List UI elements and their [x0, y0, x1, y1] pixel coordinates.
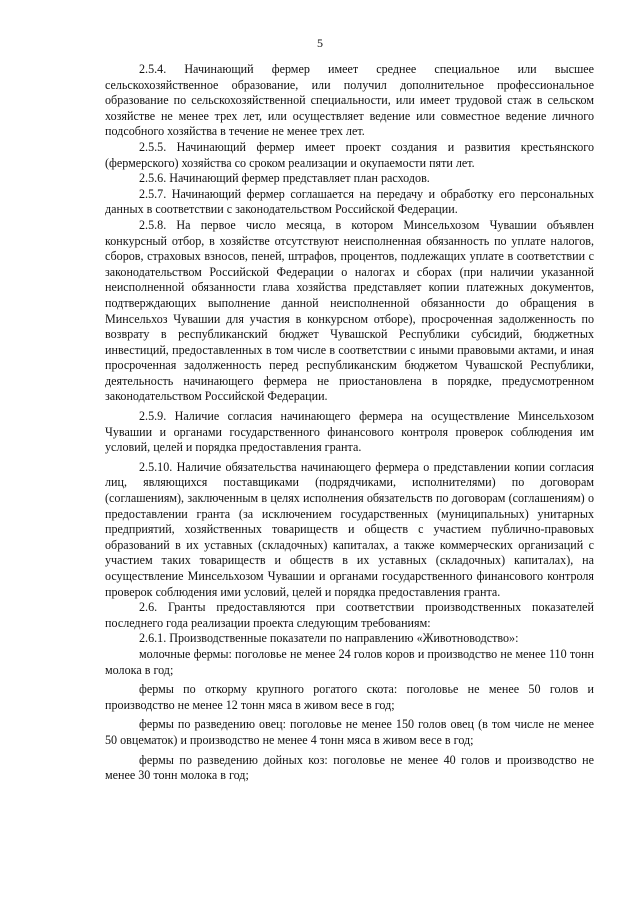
- clause-2-6-1: 2.6.1. Производственные показатели по направлению «Животноводство»:: [139, 631, 519, 646]
- clause-2-5-7: 2.5.7. Начинающий фермер соглашается на передачу и обработку его персональных данных в соответствии с законодательством Российской Федерации.: [105, 186, 594, 217]
- clause-2-5-8: 2.5.8. На первое число месяца, в котором Минсельхозом Чувашии объявлен конкурсный отбор, в хозяйстве отсутствуют неисполненная обязанность по уплате налогов, сборов, страховых взносов, пеней, штрафов, процентов, подлежащих уплате в соответствии с законодательством Российской Федерации о налогах и сборах (при наличии указанной неисполненной обязанности глава хозяйства представляет копии платежных документов, подтверждающих выполнение данной неисполненной обязанности до обращения в Минсельхоз Чувашии для участия в конкурсном отборе), просроченная задолженность по возврату в республиканский бюджет Чувашской Республики субсидий, бюджетных инвестиций, предоставленных в том числе в соответствии с иными правовыми актами, и иная просроченная задолженность перед республиканским бюджетом Чувашской Республики, деятельность начинающего фермера не приостановлена в порядке, предусмотренном законодательством Российской Федерации.: [105, 217, 594, 404]
- clause-2-5-9: 2.5.9. Наличие согласия начинающего фермера на осуществление Минсельхозом Чувашии и органами государственного финансового контроля проверок соблюдения им условий, целей и порядка предоставления гранта.: [105, 409, 594, 455]
- clause-2-6: 2.6. Гранты предоставляются при соответствии производственных показателей последнего года реализации проекта следующим требованиям:: [105, 600, 594, 630]
- dairy-farms-item: молочные фермы: поголовье не менее 24 голов коров и производство не менее 110 тонн молока в год;: [105, 646, 594, 677]
- clause-2-5-6: 2.5.6. Начинающий фермер представляет план расходов.: [139, 171, 430, 186]
- clause-2-5-10: 2.5.10. Наличие обязательства начинающего фермера о представлении копии согласия лиц, являющихся поставщиками (подрядчиками, исполнителями) по договорам (соглашениям), заключенным в целях исполнения обязательств по договорам (соглашениям) о предоставлении гранта (за исключением государственных (муниципальных) унитарных предприятий, хозяйственных товариществ и обществ с участием публично-правовых образований в их уставных (складочных) капиталах, а также коммерческих организаций с участием таких товариществ и обществ в их уставных (складочных) капиталах), на осуществление Минсельхозом Чувашии и органами государственного финансового контроля проверок соблюдения ими условий, целей и порядка предоставления гранта.: [105, 459, 594, 599]
- cattle-fattening-item: фермы по откорму крупного рогатого скота: поголовье не менее 50 голов и производство не менее 12 тонн мяса в живом весе в год;: [105, 682, 594, 712]
- clause-2-5-5: 2.5.5. Начинающий фермер имеет проект создания и развития крестьянского (фермерского) хозяйства со сроком реализации и окупаемости пяти лет.: [105, 139, 594, 170]
- sheep-farms-item: фермы по разведению овец: поголовье не менее 150 голов овец (в том числе не менее 50 овцематок) и производство не менее 4 тонн мяса в живом весе в год;: [105, 717, 594, 747]
- clause-2-5-4: 2.5.4. Начинающий фермер имеет среднее специальное или высшее сельскохозяйственное образование, или получил дополнительное профессиональное образование по сельскохозяйственной специальности, или имеет трудовой стаж в сельском хозяйстве не менее трех лет, или осуществляет ведение или совместное ведение личного подсобного хозяйства в течение не менее трех лет.: [105, 62, 594, 139]
- document-body: [105, 62, 594, 784]
- dairy-goat-farms-item: фермы по разведению дойных коз: поголовье не менее 40 голов и производство не менее 30 тонн молока в год;: [105, 752, 594, 783]
- page-number: 5: [317, 36, 323, 50]
